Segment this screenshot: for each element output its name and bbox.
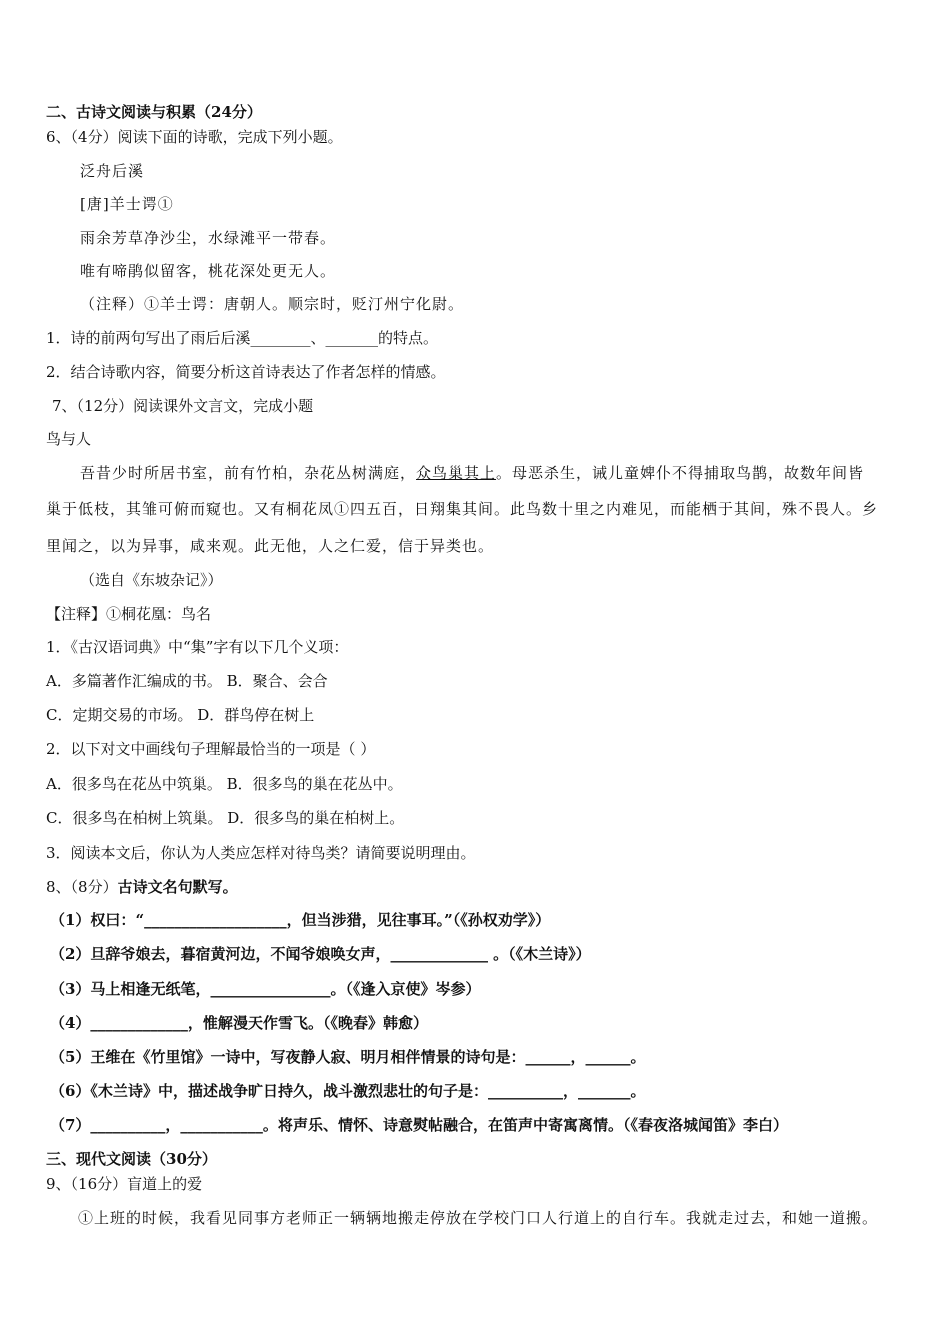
recitation-item: （7）__________，___________。将声乐、情怀、诗意熨帖融合，在笛声中寄寓离情。（《春夜洛城闻笛》李白） [50,1116,788,1134]
question-stem: 6、（4分）阅读下面的诗歌，完成下列小题。 [46,128,343,146]
question-text: 古诗文名句默写。 [117,878,238,896]
answer-options: A．很多鸟在花丛中筑巢。 B．很多鸟的巢在花丛中。 [46,775,403,793]
section-heading: 二、古诗文阅读与积累（24分） [46,103,262,121]
passage-paragraph: 巢于低枝，其雏可俯而窥也。又有桐花凤①四五百，日翔集其间。此鸟数十里之内难见，而能栖于其间，殊不畏人。乡 [46,500,879,518]
passage-text: 。母恶杀生，诫儿童婢仆不得捕取鸟鹊，故数年间皆 [496,464,865,482]
sub-question: 1．诗的前两句写出了雨后后溪________、_______的特点。 [46,329,439,347]
underlined-sentence: 众鸟巢其上 [416,464,497,482]
passage-paragraph: ①上班的时候，我看见同事方老师正一辆辆地搬走停放在学校门口人行道上的自行车。我就走过去，和她一道搬。 [78,1209,879,1227]
section-heading: 三、现代文阅读（30分） [46,1150,217,1168]
recitation-item: （4）_____________，惟解漫天作雪飞。（《晚春》韩愈） [50,1014,428,1032]
sub-question: 3．阅读本文后，你认为人类应怎样对待鸟类？请简要说明理由。 [46,844,476,862]
poem-line: 唯有啼鹃似留客，桃花深处更无人。 [80,262,337,280]
poem-note: （注释）①羊士谔：唐朝人。顺宗时，贬汀州宁化尉。 [80,295,465,313]
poem-line: 雨余芳草净沙尘，水绿滩平一带春。 [80,229,337,247]
recitation-item: （1）权曰：“___________________，但当涉猎，见往事耳。”（《孙权劝学》） [50,911,551,929]
answer-options: C．定期交易的市场。 D．群鸟停在树上 [46,706,315,724]
poem-title: 泛舟后溪 [80,162,145,180]
recitation-item: （5）王维在《竹里馆》一诗中，写夜静人寂、明月相伴情景的诗句是：______，______。 [50,1048,646,1066]
passage-title: 鸟与人 [46,430,92,448]
passage-note: 【注释】①桐花凰：鸟名 [46,605,212,623]
question-stem: 9、（16分）盲道上的爱 [46,1175,203,1193]
sub-question: 2．以下对文中画线句子理解最恰当的一项是（ ） [46,740,376,758]
question-stem: 7、（12分）阅读课外文言文，完成小题 [52,397,314,415]
question-stem [46,877,238,897]
passage-paragraph [80,463,864,483]
passage-text: 吾昔少时所居书室，前有竹柏，杂花丛树满庭， [80,464,417,482]
passage-source: （选自《东坡杂记》） [80,571,223,589]
poem-author: [唐]羊士谔① [80,195,174,213]
answer-options: A．多篇著作汇编成的书。 B．聚合、会合 [46,672,328,690]
question-number: 8、（8分） [46,878,118,896]
sub-question: 2．结合诗歌内容，简要分析这首诗表达了作者怎样的情感。 [46,363,446,381]
sub-question: 1．《古汉语词典》中“集”字有以下几个义项： [46,638,349,656]
passage-paragraph: 里闻之，以为异事，咸来观。此无他，人之仁爱，信于异类也。 [46,537,495,555]
recitation-item: （2）旦辞爷娘去，暮宿黄河边，不闻爷娘唤女声，_____________ 。（《木兰诗》） [50,945,591,963]
answer-options: C．很多鸟在柏树上筑巢。 D．很多鸟的巢在柏树上。 [46,809,405,827]
recitation-item: （6）《木兰诗》中，描述战争旷日持久，战斗激烈悲壮的句子是：__________，_______。 [50,1082,646,1100]
recitation-item: （3）马上相逢无纸笔，________________。（《逢入京使》岑参） [50,980,481,998]
